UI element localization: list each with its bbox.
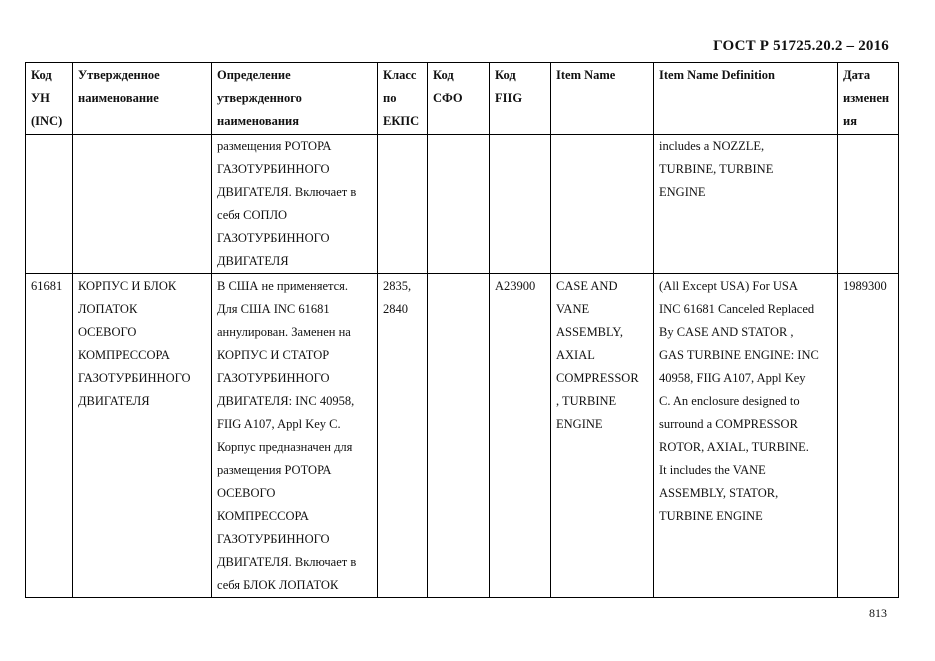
table-header-row — [26, 63, 899, 135]
cell-definition: В США не применяется. Для США INC 61681 аннулирован. Заменен на КОРПУС И СТАТОР ГАЗОТУРБИННОГО ДВИГАТЕЛЯ: INC 40958, FIIG A107, Appl Key C. Корпус предназначен для размещения РОТОРА ОСЕВОГО КОМПРЕССОРА ГАЗОТУРБИННОГО ДВИГАТЕЛЯ. Включает в себя БЛОК ЛОПАТОК — [212, 274, 378, 598]
column-header-item-name-definition: Item Name Definition — [654, 63, 838, 135]
column-header-change-date: Дата изменен ия — [838, 63, 899, 135]
cell-item-name — [551, 135, 654, 274]
cell-change-date: 1989300 — [838, 274, 899, 598]
catalog-table — [25, 62, 899, 598]
column-header-sfo-code: Код СФО — [428, 63, 490, 135]
cell-sfo-code — [428, 274, 490, 598]
cell-inc-code — [26, 135, 73, 274]
cell-change-date — [838, 135, 899, 274]
cell-item-name-definition: includes a NOZZLE, TURBINE, TURBINE ENGINE — [654, 135, 838, 274]
cell-definition: размещения РОТОРА ГАЗОТУРБИННОГО ДВИГАТЕЛЯ. Включает в себя СОПЛО ГАЗОТУРБИННОГО ДВИГАТЕЛЯ — [212, 135, 378, 274]
document-title: ГОСТ Р 51725.20.2 – 2016 — [713, 38, 889, 54]
table-row — [26, 135, 899, 274]
page-number: 813 — [869, 606, 887, 620]
cell-item-name: CASE AND VANE ASSEMBLY, AXIAL COMPRESSOR , TURBINE ENGINE — [551, 274, 654, 598]
table-row — [26, 274, 899, 598]
cell-ekps-class — [378, 135, 428, 274]
column-header-approved-name: Утвержденное наименование — [73, 63, 212, 135]
cell-ekps-class: 2835, 2840 — [378, 274, 428, 598]
cell-item-name-definition: (All Except USA) For USA INC 61681 Canceled Replaced By CASE AND STATOR , GAS TURBINE ENGINE: INC 40958, FIIG A107, Appl Key C. An enclosure designed to surround a COMPRESSOR ROTOR, AXIAL, TURBINE. It includes the VANE ASSEMBLY, STATOR, TURBINE ENGINE — [654, 274, 838, 598]
cell-approved-name — [73, 135, 212, 274]
cell-approved-name: КОРПУС И БЛОК ЛОПАТОК ОСЕВОГО КОМПРЕССОРА ГАЗОТУРБИННОГО ДВИГАТЕЛЯ — [73, 274, 212, 598]
column-header-definition: Определение утвержденного наименования — [212, 63, 378, 135]
column-header-inc-code: Код УН (INC) — [26, 63, 73, 135]
column-header-fiig-code: Код FIIG — [490, 63, 551, 135]
cell-fiig-code — [490, 135, 551, 274]
column-header-item-name: Item Name — [551, 63, 654, 135]
column-header-ekps-class: Класс по ЕКПС — [378, 63, 428, 135]
cell-fiig-code: A23900 — [490, 274, 551, 598]
cell-sfo-code — [428, 135, 490, 274]
cell-inc-code: 61681 — [26, 274, 73, 598]
